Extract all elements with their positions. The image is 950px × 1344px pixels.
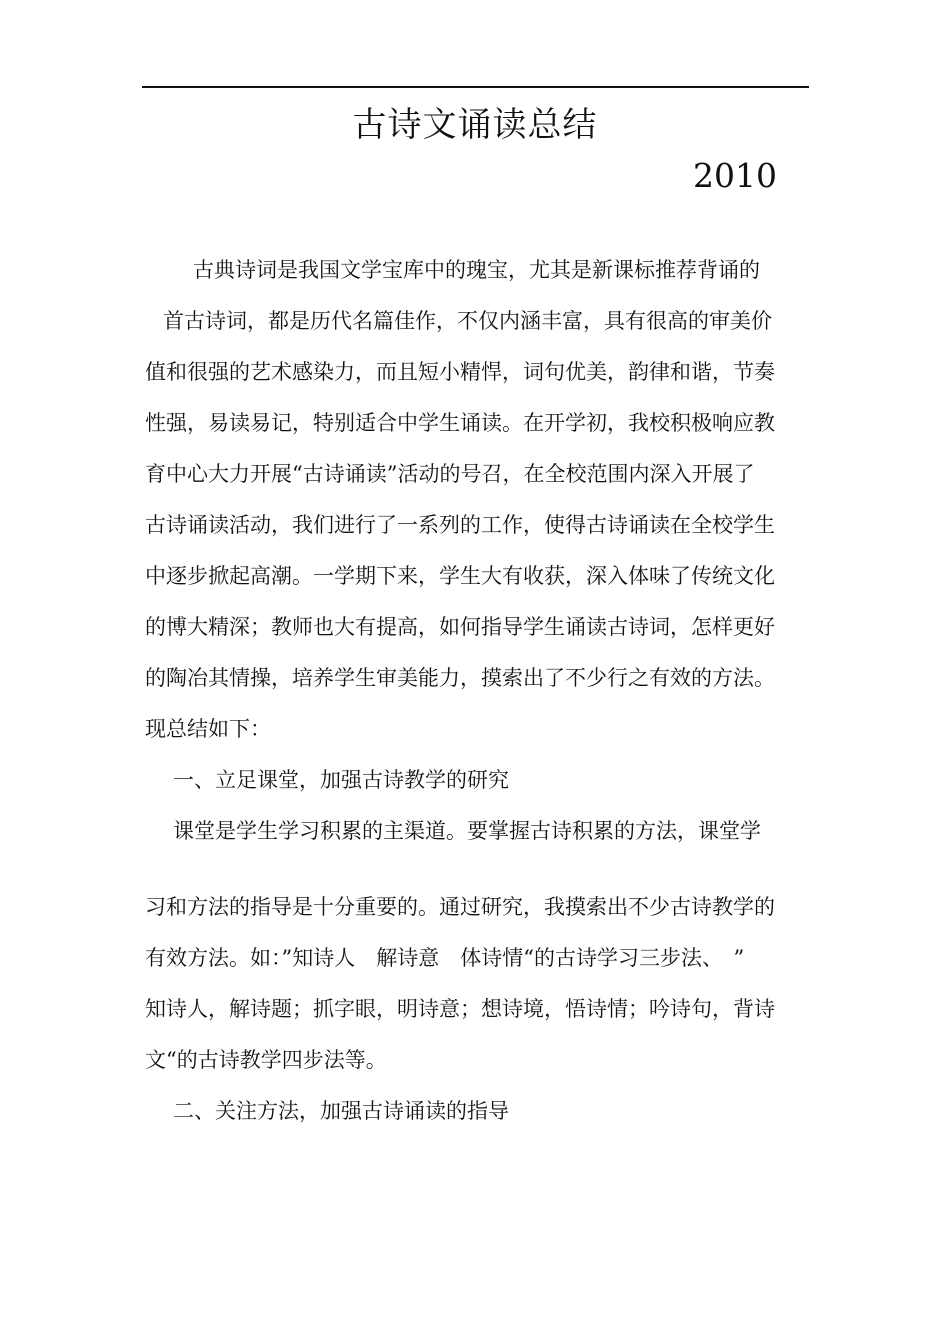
paragraph-line: 育中心大力开展“古诗诵读”活动的号召，在全校范围内深入开展了 xyxy=(145,462,755,486)
section-line: 习和方法的指导是十分重要的。通过研究，我摸索出不少古诗教学的 xyxy=(145,895,775,919)
section-heading: 二、关注方法，加强古诗诵读的指导 xyxy=(173,1099,509,1123)
paragraph-line: 值和很强的艺术感染力，而且短小精悍，词句优美，韵律和谐，节奏 xyxy=(145,360,775,384)
section-line: 课堂是学生学习积累的主渠道。要掌握古诗积累的方法，课堂学 xyxy=(173,819,761,843)
paragraph-line: 现总结如下： xyxy=(145,717,271,741)
header-rule xyxy=(142,86,809,88)
section-line: 知诗人，解诗题；抓字眼，明诗意；想诗境，悟诗情；吟诗句，背诗 xyxy=(145,997,775,1021)
paragraph-line: 性强，易读易记，特别适合中学生诵读。在开学初，我校积极响应教 xyxy=(145,411,775,435)
section-line: 有效方法。如：”知诗人 解诗意 体诗情“的古诗学习三步法、 ” xyxy=(145,946,745,970)
paragraph-gap xyxy=(145,857,810,882)
section-heading: 一、立足课堂，加强古诗教学的研究 xyxy=(173,768,509,792)
paragraph-line: 首古诗词，都是历代名篇佳作，不仅内涵丰富，具有很高的审美价 xyxy=(163,309,772,333)
paragraph-line: 古典诗词是我国文学宝库中的瑰宝，尤其是新课标推荐背诵的 xyxy=(193,258,760,282)
section-line: 文“的古诗教学四步法等。 xyxy=(145,1048,387,1072)
paragraph-line: 的博大精深；教师也大有提高，如何指导学生诵读古诗词，怎样更好 xyxy=(145,615,775,639)
document-body xyxy=(145,245,810,1137)
paragraph-line: 中逐步掀起高潮。一学期下来，学生大有收获，深入体味了传统文化 xyxy=(145,564,775,588)
document-year: 2010 xyxy=(693,156,777,195)
document-title: 古诗文诵读总结 xyxy=(352,105,598,145)
paragraph-line: 古诗诵读活动，我们进行了一系列的工作，使得古诗诵读在全校学生 xyxy=(145,513,775,537)
paragraph-line: 的陶冶其情操，培养学生审美能力，摸索出了不少行之有效的方法。 xyxy=(145,666,775,690)
